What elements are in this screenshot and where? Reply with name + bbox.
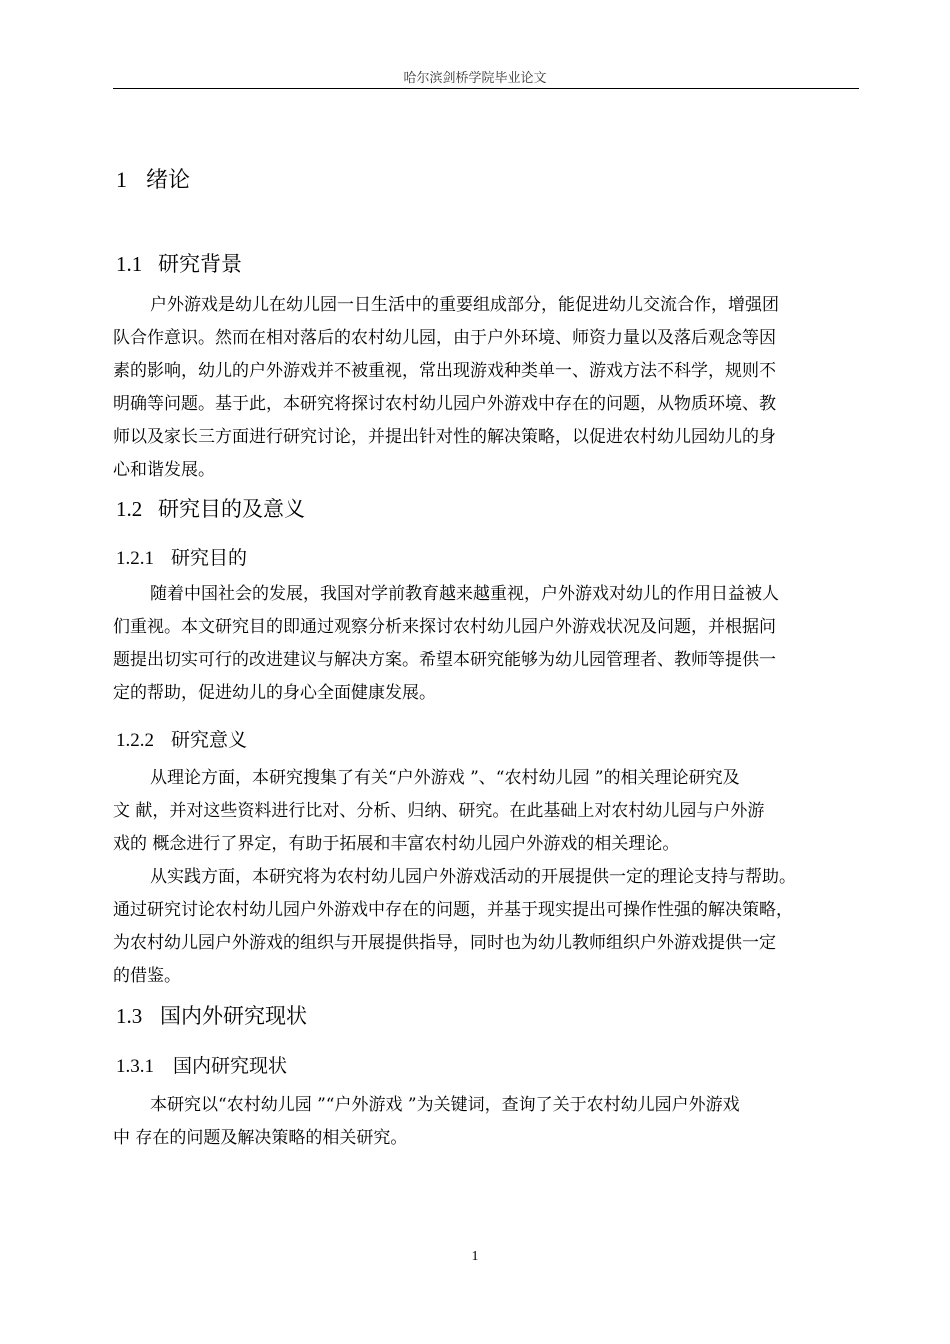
- section-title: 国内外研究现状: [160, 1004, 307, 1028]
- text-line: 师以及家长三方面进行研究讨论，并提出针对性的解决策略，以促进农村幼儿园幼儿的身: [113, 427, 776, 447]
- text-line: 心和谐发展。: [113, 460, 215, 480]
- text-line: 队合作意识。然而在相对落后的农村幼儿园，由于户外环境、师资力量以及落后观念等因: [113, 328, 776, 348]
- paragraph-background: [113, 289, 863, 487]
- section-heading-1-2: [116, 493, 305, 523]
- subsection-title: 国内研究现状: [173, 1055, 288, 1077]
- subsection-heading-1-2-1: [116, 543, 247, 570]
- text-line: 户外游戏是幼儿在幼儿园一日生活中的重要组成部分，能促进幼儿交流合作，增强团: [150, 295, 779, 315]
- text-line: 从理论方面，本研究搜集了有关“户外游戏 ”、“农村幼儿园 ”的相关理论研究及: [150, 768, 740, 788]
- subsection-number: 1.2.2: [116, 730, 154, 751]
- text-line: 文 献，并对这些资料进行比对、分析、归纳、研究。在此基础上对农村幼儿园与户外游: [113, 801, 765, 821]
- chapter-number: 1: [116, 167, 127, 192]
- subsection-number: 1.2.1: [116, 548, 154, 569]
- paragraph-significance-practice: [113, 861, 863, 993]
- subsection-title: 研究意义: [171, 729, 248, 751]
- text-line: 为农村幼儿园户外游戏的组织与开展提供指导，同时也为幼儿教师组织户外游戏提供一定: [113, 933, 776, 953]
- text-line: 随着中国社会的发展，我国对学前教育越来越重视，户外游戏对幼儿的作用日益被人: [150, 584, 779, 604]
- text-line: 明确等问题。基于此，本研究将探讨农村幼儿园户外游戏中存在的问题，从物质环境、教: [113, 394, 776, 414]
- subsection-heading-1-2-2: [116, 725, 247, 752]
- section-title: 研究目的及意义: [158, 497, 305, 521]
- paragraph-significance-theory: [113, 762, 863, 861]
- text-line: 本研究以“农村幼儿园 ”“户外游戏 ”为关键词，查询了关于农村幼儿园户外游戏: [150, 1095, 740, 1115]
- text-line: 定的帮助，促进幼儿的身心全面健康发展。: [113, 683, 436, 703]
- section-title: 研究背景: [158, 252, 242, 276]
- section-number: 1.1: [116, 252, 143, 276]
- chapter-heading: [116, 163, 190, 194]
- chapter-title: 绪论: [146, 168, 191, 193]
- paragraph-domestic-research: [113, 1089, 863, 1155]
- subsection-number: 1.3.1: [116, 1056, 154, 1077]
- text-line: 们重视。本文研究目的即通过观察分析来探讨农村幼儿园户外游戏状况及问题，并根据问: [113, 617, 776, 637]
- section-heading-1-1: [116, 248, 242, 278]
- text-line: 通过研究讨论农村幼儿园户外游戏中存在的问题，并基于现实提出可操作性强的解决策略，: [113, 900, 793, 920]
- section-number: 1.2: [116, 497, 143, 521]
- text-line: 中 存在的问题及解决策略的相关研究。: [113, 1128, 408, 1148]
- text-line: 从实践方面，本研究将为农村幼儿园户外游戏活动的开展提供一定的理论支持与帮助。: [150, 867, 796, 887]
- header-rule: [113, 88, 859, 89]
- text-line: 素的影响，幼儿的户外游戏并不被重视，常出现游戏种类单一、游戏方法不科学，规则不: [113, 361, 776, 381]
- section-heading-1-3: [116, 1000, 307, 1030]
- subsection-heading-1-3-1: [116, 1051, 287, 1078]
- section-number: 1.3: [116, 1004, 143, 1028]
- page-number: 1: [471, 1249, 479, 1264]
- running-header: 哈尔滨剑桥学院毕业论文: [403, 71, 547, 86]
- text-line: 题提出切实可行的改进建议与解决方案。希望本研究能够为幼儿园管理者、教师等提供一: [113, 650, 776, 670]
- subsection-title: 研究目的: [171, 547, 248, 569]
- paragraph-purpose: [113, 578, 863, 710]
- text-line: 的借鉴。: [113, 966, 181, 986]
- text-line: 戏的 概念进行了界定，有助于拓展和丰富农村幼儿园户外游戏的相关理论。: [113, 834, 680, 854]
